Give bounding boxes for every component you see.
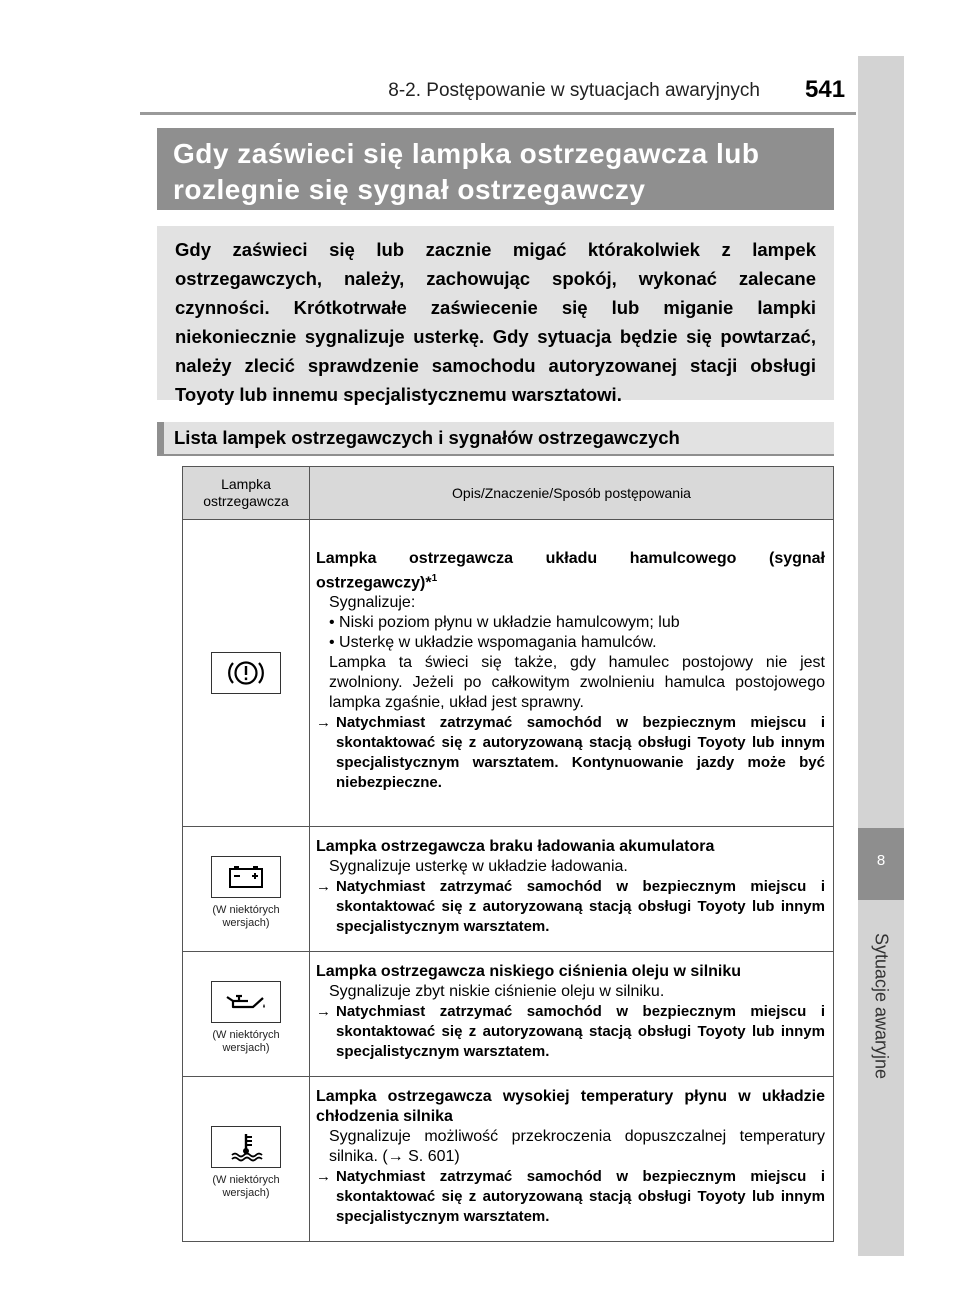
section-title-line1: Gdy zaświeci się lampka ostrzegawcza lub bbox=[173, 138, 760, 169]
oil-pressure-icon bbox=[211, 981, 281, 1023]
warning-lights-table bbox=[182, 466, 834, 1242]
description-cell: Lampka ostrzegawcza układu hamulcowego (sygnał ostrzegawczy)*$^1$ Sygnalizuje: • Niski poziom płynu w układzie hamulcowym; lub • Usterkę w układzie wspomagania hamulców. Lampka ta świeci się także, gdy hamulec postojowy nie jest zwolniony. Jeżeli po całkowitym zwolnieniu hamulca postojowego lampka zgaśnie, układ jest sprawny. → Natychmiast zatrzymać samochód w bezpiecznym miejscu i skontaktować się z autoryzowaną stacją obsługi Toyoty lub innym specjalistycznym warsztatem. Kontynuowanie jazdy może być niebezpieczne. bbox=[310, 520, 834, 827]
icon-cell: (W niektórych wersjach) bbox=[183, 827, 310, 952]
section-title bbox=[157, 128, 834, 210]
header-section-title: 8-2. Postępowanie w sytuacjach awaryjnych bbox=[388, 80, 760, 101]
description-cell: Lampka ostrzegawcza braku ładowania akumulatora Sygnalizuje usterkę w układzie ładowania. → Natychmiast zatrzymać samochód w bezpiecznym miejscu i skontaktować się z autoryzowaną stacją obsługi Toyoty lub innym specjalistycznym warsztatem. bbox=[310, 827, 834, 952]
icon-cell: (W niektórych wersjach) bbox=[183, 1077, 310, 1242]
chapter-number: 8 bbox=[876, 852, 886, 869]
intro-paragraph: Gdy zaświeci się lub zacznie migać którakolwiek z lampek ostrzegawczych, należy, zachowując spokój, wykonać zalecane czynności. Krótkotrwałe zaświecenie się lub miganie lampki niekoniecznie sygnalizuje usterkę. Gdy sytuacja będzie się powtarzać, należy zlecić sprawdzenie samochodu autoryzowanej stacji obsługi Toyoty lub innemu specjalistycznemu warsztatowi. bbox=[157, 226, 834, 400]
column-header-lamp: Lampka ostrzegawcza bbox=[183, 467, 310, 520]
table-row bbox=[183, 520, 834, 827]
column-header-description: Opis/Znaczenie/Sposób postępowania bbox=[310, 467, 834, 520]
brake-warning-icon bbox=[211, 652, 281, 694]
icon-cell: (W niektórych wersjach) bbox=[183, 952, 310, 1077]
table-header-row bbox=[183, 467, 834, 520]
description-cell: Lampka ostrzegawcza niskiego ciśnienia oleju w silniku Sygnalizuje zbyt niskie ciśnienie oleju w silniku. → Natychmiast zatrzymać samochód w bezpiecznym miejscu i skontaktować się z autoryzowaną stacją obsługi Toyoty lub innym specjalistycznym warsztatem. bbox=[310, 952, 834, 1077]
description-cell: Lampka ostrzegawcza wysokiej temperatury płynu w układzie chłodzenia silnika Sygnalizuje możliwość przekroczenia dopuszczalnej temperatury silnika. (→ S. 601) → Natychmiast zatrzymać samochód w bezpiecznym miejscu i skontaktować się z autoryzowaną stacją obsługi Toyoty lub innym specjalistycznym warsztatem. bbox=[310, 1077, 834, 1242]
subheading: Lista lampek ostrzegawczych i sygnałów ostrzegawczych bbox=[157, 422, 834, 456]
table-row bbox=[183, 952, 834, 1077]
table-row bbox=[183, 827, 834, 952]
header-divider bbox=[140, 112, 856, 115]
section-title-line2: rozlegnie się sygnał ostrzegawczy bbox=[173, 174, 646, 205]
coolant-temperature-icon bbox=[211, 1126, 281, 1168]
table-row bbox=[183, 1077, 834, 1242]
page-number: 541 bbox=[805, 76, 846, 103]
chapter-name: Sytuacje awaryjne bbox=[871, 932, 892, 1080]
battery-icon bbox=[211, 856, 281, 898]
icon-cell bbox=[183, 520, 310, 827]
